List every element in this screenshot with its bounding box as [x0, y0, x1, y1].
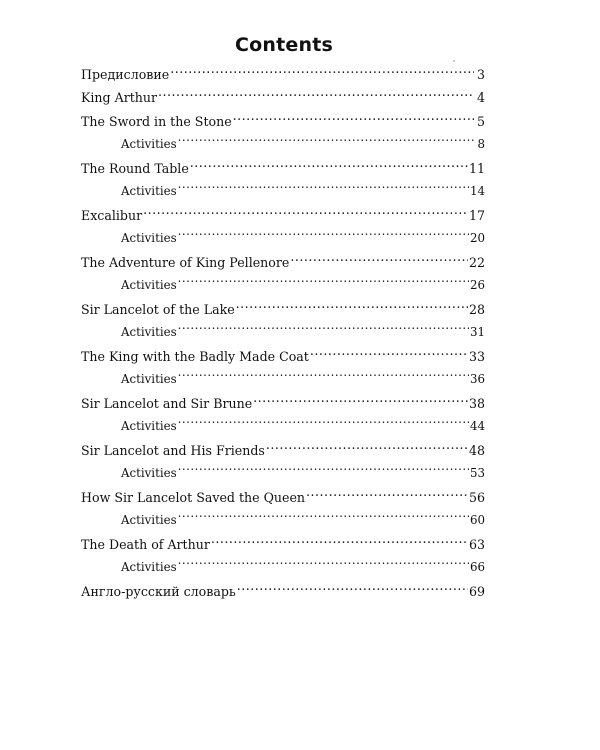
toc-entry-page: 38 — [468, 396, 485, 411]
toc-entry-page: 28 — [468, 302, 485, 317]
toc-entry[interactable] — [81, 63, 485, 86]
toc-entry-page: 31 — [469, 325, 485, 339]
toc-entry[interactable] — [81, 251, 485, 274]
scan-speck — [453, 60, 455, 62]
dot-leader — [178, 371, 469, 383]
toc-entry[interactable] — [81, 345, 485, 368]
toc-subentry[interactable] — [81, 133, 485, 156]
toc-entry-page: 53 — [469, 466, 485, 480]
toc-entry[interactable] — [81, 533, 485, 556]
toc-entry-page: 44 — [469, 419, 485, 433]
toc-entry-label: The Adventure of King Pellenore — [81, 255, 290, 270]
dot-leader — [178, 136, 474, 148]
toc-entry-page: 66 — [469, 560, 485, 574]
toc-entry-label: Activities — [121, 419, 177, 433]
toc-entry-label: Activities — [121, 278, 177, 292]
toc-entry-label: Activities — [121, 231, 177, 245]
toc-entry-label: Activities — [121, 184, 177, 198]
dot-leader — [178, 230, 469, 242]
dot-leader — [253, 395, 468, 408]
toc-entry-page: 26 — [469, 278, 485, 292]
dot-leader — [170, 66, 474, 79]
toc-entry-label: Activities — [121, 513, 177, 527]
toc-entry-label: The King with the Badly Made Coat — [81, 349, 309, 364]
dot-leader — [310, 348, 468, 361]
toc-entry-label: Activities — [121, 372, 177, 386]
toc-entry-label: Sir Lancelot and His Friends — [81, 443, 265, 458]
dot-leader — [178, 465, 469, 477]
toc-entry-page: 56 — [468, 490, 485, 505]
toc-subentry[interactable] — [81, 227, 485, 250]
dot-leader — [178, 418, 469, 430]
toc-subentry[interactable] — [81, 509, 485, 532]
toc-entry-page: 20 — [469, 231, 485, 245]
dot-leader — [236, 301, 468, 314]
toc-entry[interactable] — [81, 439, 485, 462]
toc-entry-page: 36 — [469, 372, 485, 386]
toc-entry-page: 8 — [477, 137, 485, 151]
dot-leader — [178, 512, 469, 524]
toc-entry[interactable] — [81, 392, 485, 415]
toc-entry-page: 5 — [476, 114, 485, 129]
toc-entry-page: 33 — [468, 349, 485, 364]
dot-leader — [178, 183, 469, 195]
toc-entry-label: Excalibur — [81, 208, 143, 223]
toc-entry[interactable] — [81, 580, 485, 603]
toc-entry[interactable] — [81, 204, 485, 227]
dot-leader — [158, 89, 474, 102]
toc-entry-label: The Death of Arthur — [81, 537, 210, 552]
toc-subentry[interactable] — [81, 556, 485, 579]
toc-entry-label: King Arthur — [81, 90, 158, 105]
toc-subentry[interactable] — [81, 415, 485, 438]
dot-leader — [178, 277, 469, 289]
toc-entry[interactable] — [81, 157, 485, 180]
dot-leader — [290, 254, 468, 267]
toc-entry-page: 60 — [469, 513, 485, 527]
toc-entry-label: Activities — [121, 560, 177, 574]
toc-subentry[interactable] — [81, 462, 485, 485]
dot-leader — [266, 442, 468, 455]
toc-entry-page: 11 — [468, 161, 485, 176]
dot-leader — [190, 160, 468, 173]
toc-subentry[interactable] — [81, 180, 485, 203]
dot-leader — [143, 207, 468, 220]
toc-subentry[interactable] — [81, 368, 485, 391]
toc-entry-label: Activities — [121, 325, 177, 339]
toc-entry[interactable] — [81, 86, 485, 109]
toc-entry-page: 48 — [468, 443, 485, 458]
toc-entry[interactable] — [81, 298, 485, 321]
dot-leader — [233, 113, 474, 126]
toc-entry[interactable] — [81, 110, 485, 133]
toc-entry-page: 3 — [476, 67, 485, 82]
toc-entry-label: Sir Lancelot of the Lake — [81, 302, 235, 317]
toc-entry-label: The Sword in the Stone — [81, 114, 232, 129]
toc-entry-page: 22 — [468, 255, 485, 270]
toc-entry-label: Sir Lancelot and Sir Brune — [81, 396, 253, 411]
toc-entry-label: How Sir Lancelot Saved the Queen — [81, 490, 306, 505]
table-of-contents — [81, 63, 485, 603]
dot-leader — [178, 559, 469, 571]
toc-entry-label: Activities — [121, 137, 177, 151]
toc-entry-label: Англо-русский словарь — [81, 584, 236, 599]
page-title: Contents — [234, 34, 333, 56]
toc-entry-page: 69 — [468, 584, 485, 599]
toc-entry-label: Предисловие — [81, 67, 170, 82]
dot-leader — [306, 489, 468, 502]
dot-leader — [178, 324, 469, 336]
toc-entry-label: The Round Table — [81, 161, 189, 176]
toc-entry[interactable] — [81, 486, 485, 509]
dot-leader — [211, 536, 468, 549]
toc-entry-page: 14 — [469, 184, 485, 198]
toc-entry-page: 17 — [468, 208, 485, 223]
toc-subentry[interactable] — [81, 321, 485, 344]
toc-entry-label: Activities — [121, 466, 177, 480]
toc-entry-page: 4 — [476, 90, 485, 105]
dot-leader — [237, 583, 468, 596]
toc-entry-page: 63 — [468, 537, 485, 552]
toc-subentry[interactable] — [81, 274, 485, 297]
